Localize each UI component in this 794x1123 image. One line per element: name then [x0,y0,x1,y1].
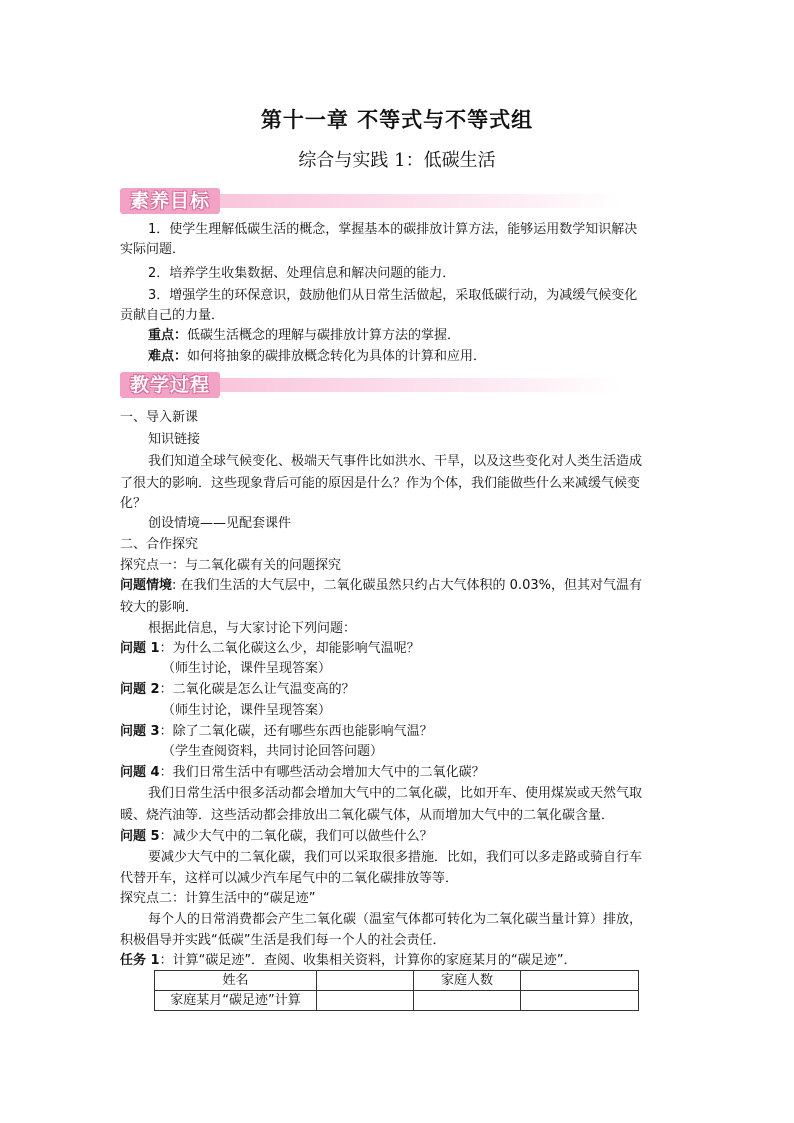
question-1-text: ：为什么二氧化碳这么少，却能影响气温呢？ [159,641,420,656]
key-point-text: 低碳生活概念的理解与碳排放计算方法的掌握． [187,328,461,343]
difficulty-label: 难点： [148,349,188,364]
intro-paragraph-b: 了很大的影响．这些现象背后可能的原因是什么？作为个体，我们能做些什么来减缓气候变 [120,476,641,491]
banner-label: 教学过程 [130,374,211,396]
problem-scenario-cont: 较大的影响． [120,600,199,615]
question-2-label: 问题 2 [120,682,160,697]
question-3-note: （学生查阅资料，共同讨论回答问题） [162,744,384,759]
question-4-answer-b: 暖、烧汽油等．这些活动都会排放出二氧化碳气体，从而增加大气中的二氧化碳含量． [120,808,615,823]
goal-1b: 实际问题． [120,242,186,257]
difficulty-point [148,347,708,367]
question-1-note: （师生讨论，课件呈现答案） [162,661,332,676]
intro-paragraph-a: 我们知道全球气候变化、极端天气事件比如洪水、干旱，以及这些变化对人类生活造成 [148,454,643,469]
question-4-text: ：我们日常生活中有哪些活动会增加大气中的二氧化碳？ [159,765,485,780]
table-row-label: 家庭某月“碳足迹”计算 [155,991,317,1011]
intro-paragraph-c: 化？ [120,496,147,511]
question-5-text: ：减少大气中的二氧化碳，我们可以做些什么？ [159,829,433,844]
table-cell [521,991,639,1011]
problem-scenario [120,576,680,596]
goal-3b: 贡献自己的力量． [120,308,225,323]
question-4-label: 问题 4 [120,765,160,780]
exploration-2-para-a: 每个人的日常消费都会产生二氧化碳（温室气体都可转化为二氧化碳当量计算）排放， [148,912,643,927]
question-3-text: ：除了二氧化碳，还有哪些东西也能影响气温？ [159,724,433,739]
task-1-label: 任务 1 [120,953,160,968]
lesson-subtitle: 综合与实践 1：低碳生活 [298,150,496,171]
table-row [155,971,639,991]
problem-scenario-text: : 在我们生活的大气层中，二氧化碳虽然只约占大气体积的 0.03%，但其对气温有 [172,578,642,593]
table-header-people: 家庭人数 [414,971,521,991]
section-2-heading: 二、合作探究 [120,537,199,552]
table-cell [317,991,414,1011]
table-header-name: 姓名 [155,971,317,991]
exploration-2-heading: 探究点二：计算生活中的“碳足迹” [120,891,316,906]
question-5-answer-a: 要减少大气中的二氧化碳，我们可以采取很多措施．比如，我们可以多走路或骑自行车 [148,850,643,865]
discussion-prompt: 根据此信息，与大家讨论下列问题： [148,621,357,636]
question-5-label: 问题 5 [120,829,160,844]
question-4 [120,763,680,783]
table-row [155,991,639,1011]
section-banner-goals [120,188,620,214]
task-1 [120,951,680,971]
exploration-1-heading: 探究点一：与二氧化碳有关的问题探究 [120,558,342,573]
problem-scenario-label: 问题情境 [120,578,173,593]
question-5 [120,827,680,847]
key-point-label: 重点： [148,328,188,343]
question-4-answer-a: 我们日常生活中很多活动都会增加大气中的二氧化碳，比如开车、使用煤炭或天然气取 [148,786,643,801]
task-1-text: ：计算“碳足迹”．查阅、收集相关资料，计算你的家庭某月的“碳足迹”． [159,953,577,968]
table-cell [521,971,639,991]
banner-pill [120,372,220,398]
table-cell [317,971,414,991]
exploration-2-para-b: 积极倡导并实践“低碳”生活是我们每一个人的社会责任． [120,933,446,948]
question-2 [120,680,680,700]
key-point [148,326,708,346]
question-2-text: ：二氧化碳是怎么让气温变高的？ [159,682,355,697]
goal-1a: 1．使学生理解低碳生活的概念，掌握基本的碳排放计算方法，能够运用数学知识解决 [148,222,638,237]
chapter-title: 第十一章 不等式与不等式组 [260,108,534,132]
goal-3a: 3．增强学生的环保意识，鼓励他们从日常生活做起，采取低碳行动，为减缓气候变化 [148,288,638,303]
goal-2: 2．培养学生收集数据、处理信息和解决问题的能力． [148,266,456,281]
scenario-note: 创设情境——见配套课件 [148,516,292,531]
question-2-note: （师生讨论，课件呈现答案） [162,703,332,718]
difficulty-text: 如何将抽象的碳排放概念转化为具体的计算和应用． [187,349,487,364]
question-3-label: 问题 3 [120,724,160,739]
section-1-heading: 一、导入新课 [120,410,199,425]
table-cell [414,991,521,1011]
question-1-label: 问题 1 [120,641,160,656]
carbon-footprint-table [154,970,639,1011]
section-banner-process [120,372,620,398]
question-1 [120,639,680,659]
banner-pill [120,188,220,214]
question-3 [120,722,680,742]
question-5-answer-b: 代替开车，这样可以减少汽车尾气中的二氧化碳排放等等． [120,871,459,886]
knowledge-link: 知识链接 [148,432,201,447]
banner-label: 素养目标 [130,190,211,212]
